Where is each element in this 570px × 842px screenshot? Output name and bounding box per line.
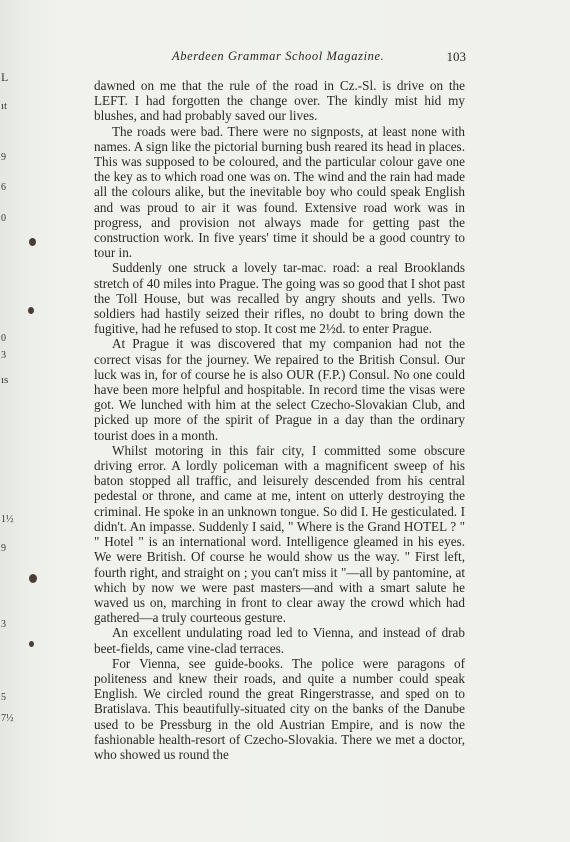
margin-fragment: ıt (1, 100, 8, 112)
scan-speck (29, 238, 36, 246)
scan-speck (29, 641, 34, 647)
margin-fragment: 1½ (1, 514, 14, 525)
margin-fragment: 3 (1, 619, 6, 630)
margin-fragment: 0 (1, 333, 6, 344)
margin-fragment: 6 (1, 182, 6, 193)
paragraph: For Vienna, see guide-books. The police were paragons of politeness and knew their roads, and quite a number could speak English. We circled round the great Ringerstrasse, and sped on to Bratislava. This beautifully-situated city on the banks of the Danube used to be Pressburg in the old Austrian Empire, and is now the fashionable health-resort of Czecho-Slovakia. There we met a doctor, who showed us round the (94, 655, 465, 762)
margin-fragment: ıs (1, 374, 9, 386)
paragraph: At Prague it was discovered that my companion had not the correct visas for the journey. We repaired to the British Consul. Our luck was in, for of course he is also OUR (F.P.) Consul. No one could have been more helpful and hospitable. In record time the visas were got. We lunched with him at the select Czecho-Slovakian Club, and picked up more of the spirit of Prague in a day than the ordinary tourist does in a month. (94, 336, 465, 443)
paragraph: dawned on me that the rule of the road in Cz.-Sl. is drive on the LEFT. I had forgotten the change over. The kindly mist hid my blushes, and had probably saved our lives. (94, 78, 465, 124)
paragraph: An excellent undulating road led to Vienna, and instead of drab beet-fields, came vine-clad terraces. (94, 625, 465, 656)
running-title: Aberdeen Grammar School Magazine. (172, 49, 385, 63)
margin-fragment: 7½ (1, 713, 14, 724)
paragraph: The roads were bad. There were no signposts, at least none with names. A sign like the pictorial burning bush reared its head in places. This was supposed to be coloured, and the particular colour gave one the key as to which road one was on. The wind and the rain had made all the colours alike, but the inevitable boy who could speak English and was proud to air it was found. Extensive road work was in progress, and provision not always made for getting past the construction work. In five years' time it should be a good country to tour in. (94, 123, 465, 261)
margin-fragment: 0 (1, 213, 6, 224)
margin-fragment: 5 (1, 692, 6, 703)
page-header (94, 49, 466, 67)
scan-speck (28, 307, 34, 314)
margin-fragment: 9 (1, 152, 6, 163)
scan-speck (29, 574, 37, 583)
margin-fragment: 9 (1, 543, 6, 554)
paragraph: Suddenly one struck a lovely tar-mac. road: a real Brooklands stretch of 40 miles into Prague. The going was so good that I shot past the Toll House, but was recalled by angry shouts and yells. Two soldiers had hastily seized their rifles, no doubt to bring down the fugitive, had he refused to stop. It cost me 2½d. to enter Prague. (94, 260, 465, 337)
paragraph: Whilst motoring in this fair city, I committed some obscure driving error. A lordly policeman with a magnificent sweep of his baton stopped all traffic, and leisurely descended from his central pedestal or throne, and came at me, intent on utterly destroying the criminal. He spoke in an unknown tongue. So did I. He gesticulated. I didn't. An impasse. Suddenly I said, " Where is the Grand HOTEL ? " " Hotel " is an international word. Intelligence gleamed in his eyes. We were British. Of course he would show us the way. " First left, fourth right, and straight on ; you can't miss it "—all by pantomine, at which by now we were past masters—and with a smart salute he waved us on, marching in front to clear away the crowd which had gathered—a truly courteous gesture. (94, 442, 465, 626)
margin-fragment: L (1, 70, 9, 84)
margin-fragment: 3 (1, 350, 6, 361)
article-body (94, 78, 465, 762)
page-number: 103 (446, 49, 466, 64)
